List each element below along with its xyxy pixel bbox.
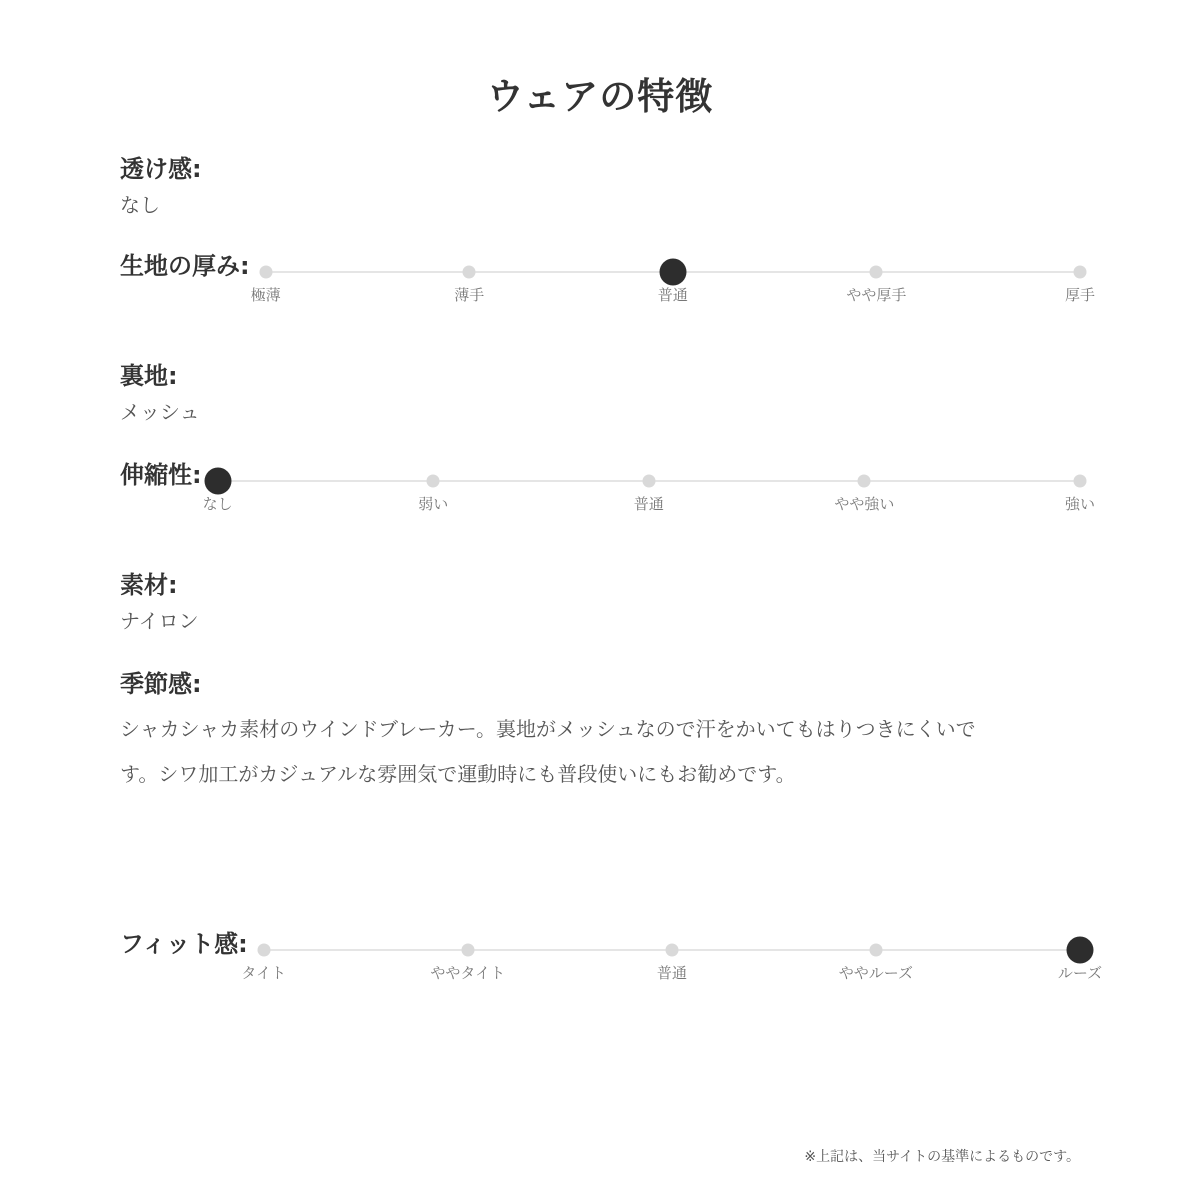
season-description: シャカシャカ素材のウインドブレーカー。裏地がメッシュなので汗をかいてもはりつきにくいです。シワ加工がカジュアルな雰囲気で運動時にも普段使いにもお勧めです。 (120, 717, 976, 786)
footnote: ※上記は、当サイトの基準によるものです。 (804, 1149, 1080, 1165)
slider-tick-label: 弱い (418, 495, 449, 513)
sheerness-label: 透け感: (120, 155, 202, 183)
slider-dot-selected (1067, 937, 1094, 964)
fit-label: フィット感: (120, 930, 248, 958)
material-value: ナイロン (120, 609, 199, 633)
section-material (120, 570, 1080, 635)
slider-dot (461, 944, 474, 957)
slider-dot (463, 266, 476, 279)
slider-dot (427, 475, 440, 488)
section-lining (120, 361, 1080, 426)
slider-dot (1074, 475, 1087, 488)
section-season (120, 669, 1080, 797)
slider-tick-label: ルーズ (1057, 964, 1103, 982)
slider-dot (665, 944, 678, 957)
slider-dot (642, 475, 655, 488)
slider-tick-label: 普通 (633, 495, 664, 513)
slider-tick-label: なし (202, 495, 233, 513)
slider-tick-label: 強い (1064, 495, 1096, 513)
sheerness-value: なし (120, 193, 160, 217)
lining-label: 裏地: (120, 362, 178, 390)
slider-tick-label: やや強い (834, 495, 895, 513)
slider-tick-label: ややタイト (430, 964, 506, 982)
section-fabric-thickness (120, 251, 1096, 313)
slider-dot (1074, 266, 1087, 279)
season-label: 季節感: (120, 670, 202, 698)
slider-tick-label: 普通 (657, 286, 688, 304)
section-stretch (120, 460, 1096, 522)
lining-value: メッシュ (120, 400, 200, 424)
stretch-slider (202, 460, 1096, 522)
slider-tick-label: 極薄 (250, 286, 281, 304)
slider-tick-label: 薄手 (454, 286, 485, 304)
slider-dot (259, 266, 272, 279)
slider-tick-label: 厚手 (1064, 286, 1096, 304)
page-title: ウェアの特徴 (486, 75, 714, 118)
slider-dot-selected (659, 259, 686, 286)
section-sheerness (120, 154, 1080, 219)
slider-dot-selected (204, 468, 231, 495)
slider-tick-label: やや厚手 (846, 286, 907, 304)
section-fit (120, 929, 1103, 991)
fit-slider (241, 929, 1103, 991)
slider-tick-label: ややルーズ (838, 964, 914, 982)
fabric-thickness-slider (250, 251, 1096, 313)
material-label: 素材: (120, 571, 178, 599)
slider-tick-label: 普通 (656, 964, 687, 982)
slider-dot (870, 266, 883, 279)
slider-dot (858, 475, 871, 488)
slider-dot (869, 944, 882, 957)
slider-tick-label: タイト (241, 964, 287, 982)
stretch-label: 伸縮性: (120, 461, 202, 489)
fabric-thickness-label: 生地の厚み: (120, 252, 250, 280)
slider-dot (257, 944, 270, 957)
